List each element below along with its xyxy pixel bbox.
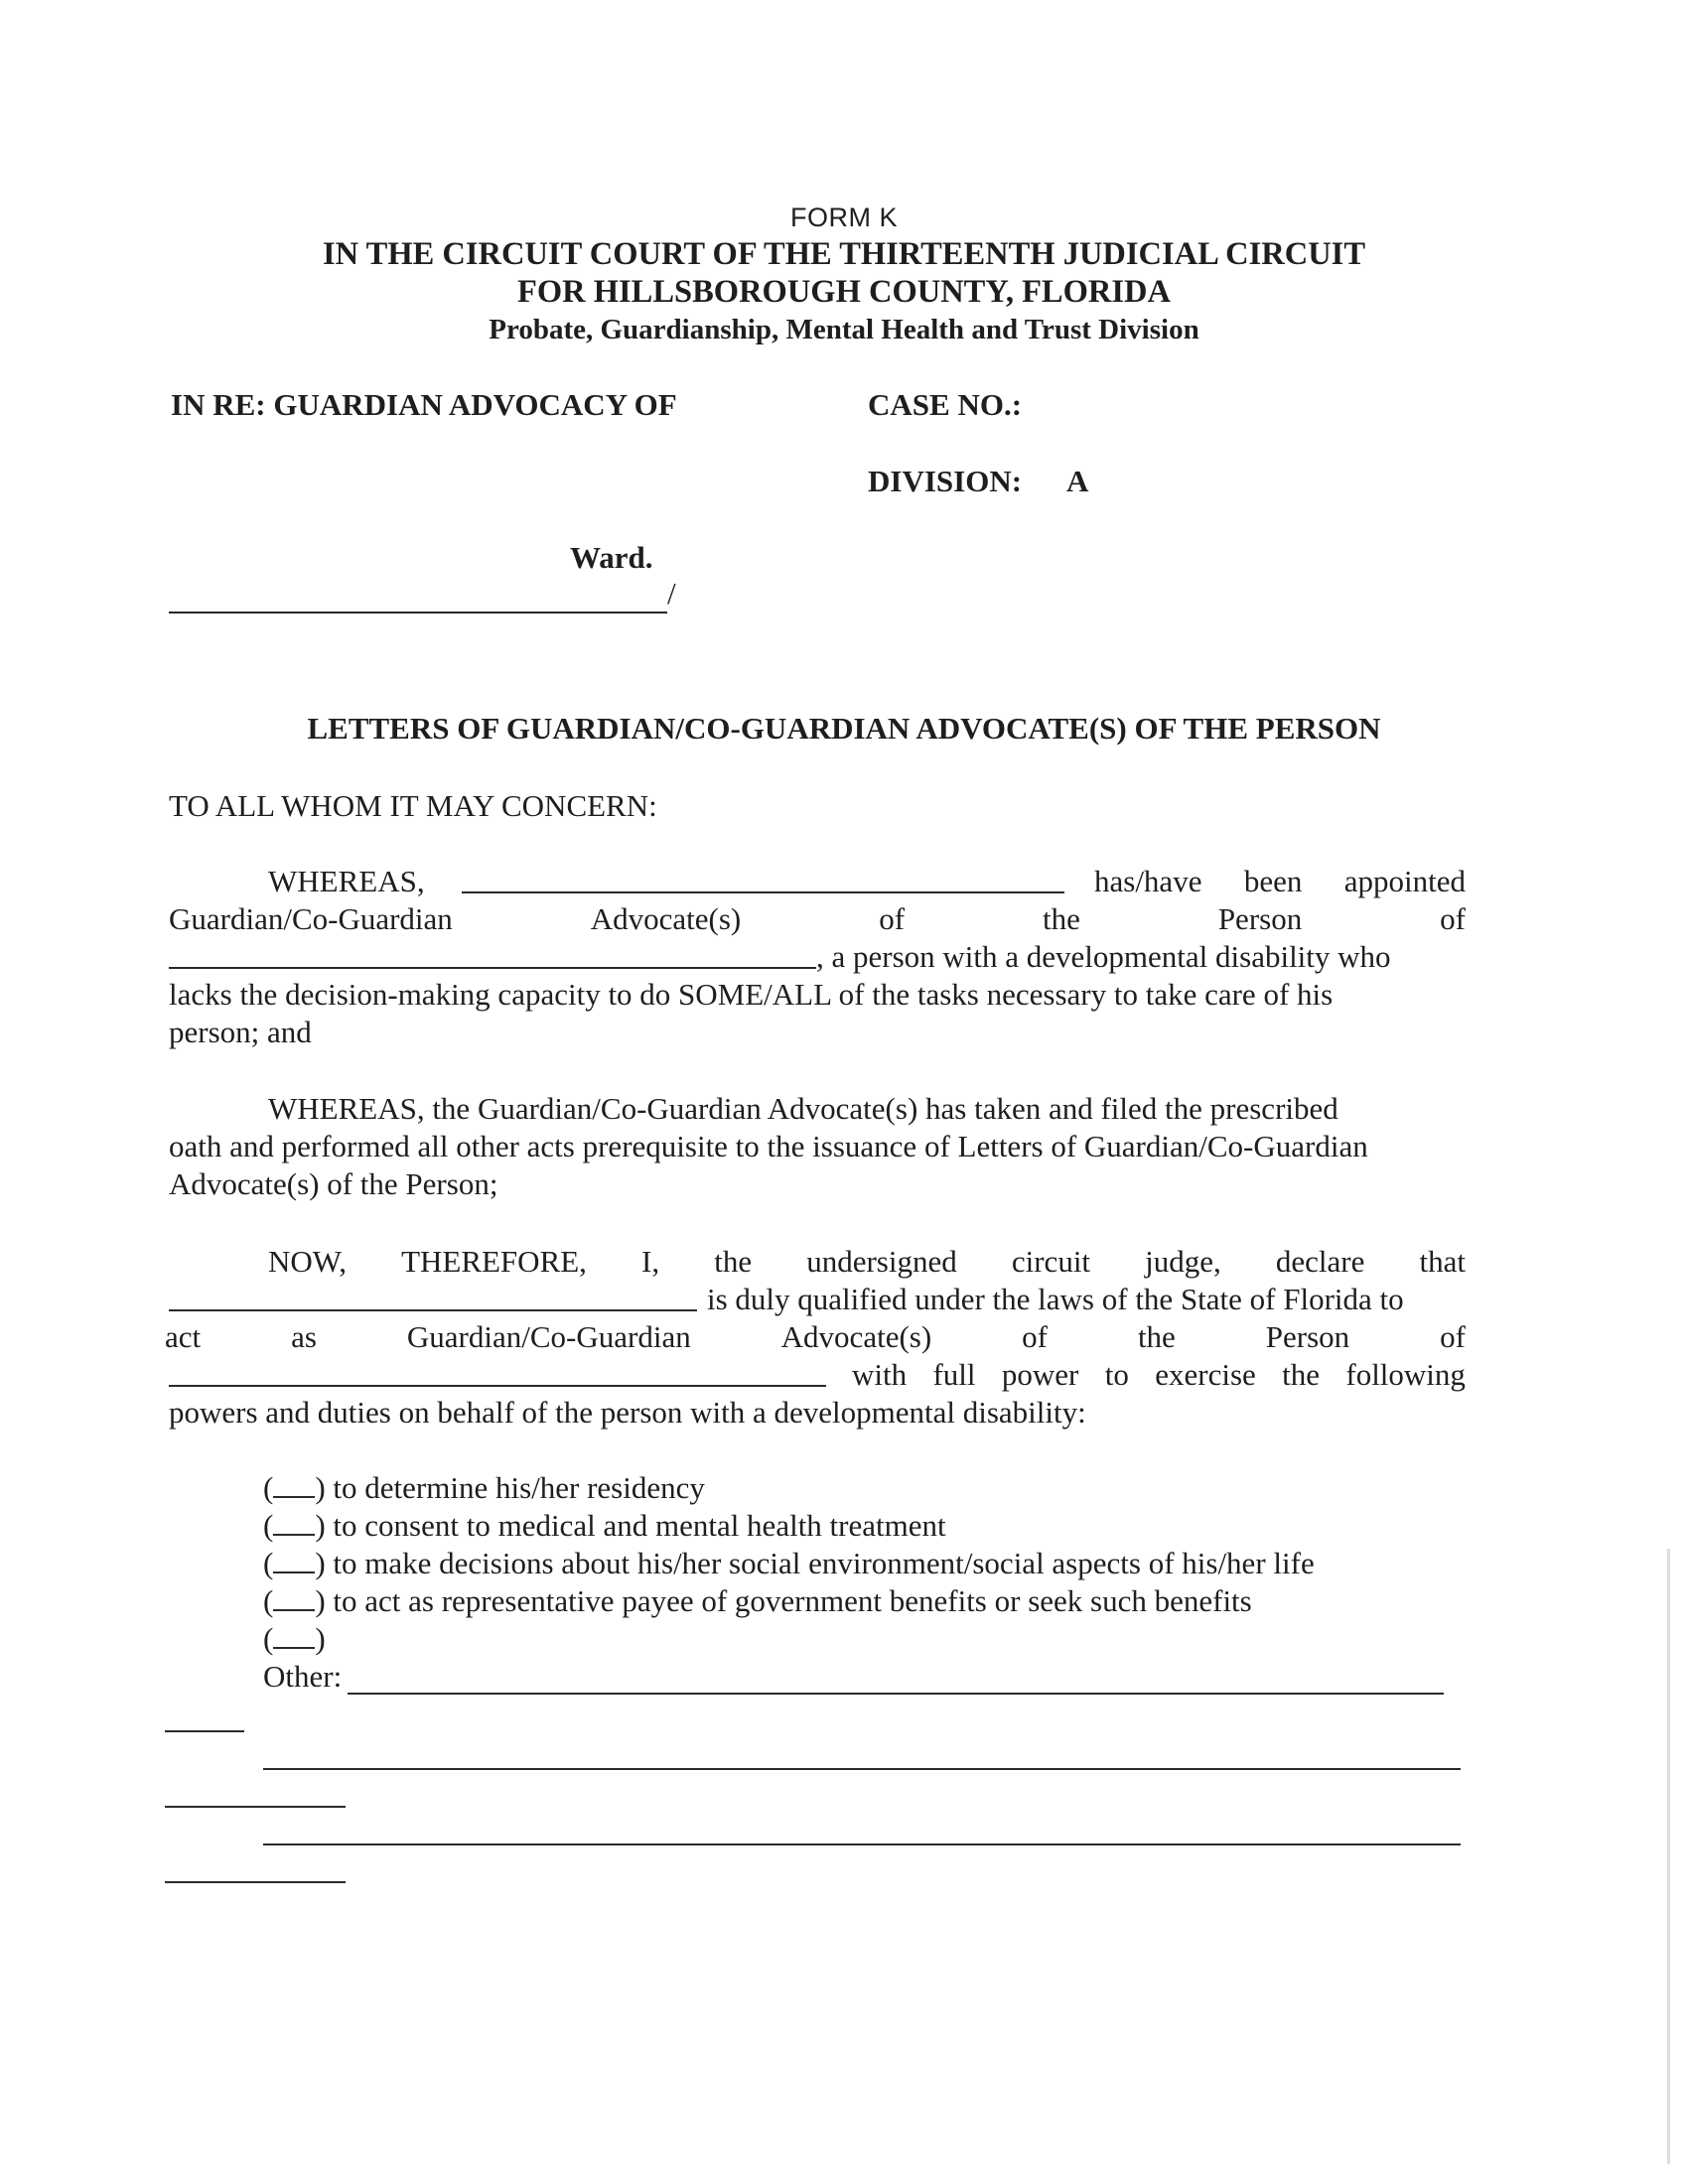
other-line-3[interactable] (263, 1843, 1461, 1845)
power-item-social[interactable]: ( ) to make decisions about his/her social environment/social aspects of his/her life (263, 1546, 1315, 1580)
guardian-name-line (462, 891, 1064, 893)
power-item-residency[interactable]: ( ) to determine his/her residency (263, 1470, 705, 1505)
p2-line3: Advocate(s) of the Person; (169, 1166, 498, 1201)
division-name-line: Probate, Guardianship, Mental Health and Trust Division (489, 314, 1199, 345)
ward-label: Ward. (570, 540, 653, 575)
p3-line3: act as Guardian/Co-Guardian Advocate(s) of the Person of (165, 1319, 1466, 1354)
salutation: TO ALL WHOM IT MAY CONCERN: (169, 788, 657, 823)
guardian-name-line-p3 (169, 1309, 697, 1311)
in-re-label: IN RE: GUARDIAN ADVOCACY OF (171, 387, 677, 422)
power-item-benefits[interactable]: ( ) to act as representative payee of government benefits or seek such benefits (263, 1583, 1252, 1618)
p3-line2-tail: is duly qualified under the laws of the State of Florida to (707, 1282, 1404, 1316)
scan-edge-artifact (1667, 1549, 1670, 2164)
left-short-line-1 (165, 1730, 244, 1732)
p3-line5: powers and duties on behalf of the person with a developmental disability: (169, 1395, 1086, 1430)
other-line-2[interactable] (263, 1768, 1461, 1770)
power-item-medical[interactable]: ( ) to consent to medical and mental health treatment (263, 1508, 946, 1543)
division-label: DIVISION: (868, 464, 1023, 498)
case-number-label: CASE NO.: (868, 387, 1023, 422)
left-short-line-2 (165, 1806, 346, 1808)
document-title: LETTERS OF GUARDIAN/CO-GUARDIAN ADVOCATE(S) OF THE PERSON (307, 711, 1381, 746)
p2-line2: oath and performed all other acts prerequisite to the issuance of Letters of Guardian/Co-Guardian (169, 1129, 1368, 1163)
p1-whereas: WHEREAS, (268, 864, 425, 898)
p3-line4-tail: with full power to exercise the following (852, 1357, 1466, 1392)
p1-line2: Guardian/Co-Guardian Advocate(s) of the Person of (169, 901, 1466, 936)
power-item-other-checkbox[interactable]: ( ) (263, 1621, 326, 1656)
form-label: FORM K (790, 203, 898, 232)
p2-line1: WHEREAS, the Guardian/Co-Guardian Advocate(s) has taken and filed the prescribed (268, 1091, 1338, 1126)
county-line: FOR HILLSBOROUGH COUNTY, FLORIDA (517, 274, 1171, 310)
ward-name-line-p1 (169, 967, 816, 969)
p3-line1: NOW, THEREFORE, I, the undersigned circuit judge, declare that (268, 1244, 1466, 1279)
p1-line3-tail: , a person with a developmental disability who (816, 939, 1391, 974)
left-short-line-3 (165, 1881, 346, 1883)
ward-name-line (169, 612, 667, 614)
other-line-1[interactable] (348, 1693, 1444, 1695)
court-name-line: IN THE CIRCUIT COURT OF THE THIRTEENTH JUDICIAL CIRCUIT (322, 236, 1365, 272)
division-value: A (1066, 464, 1089, 498)
p1-line1-tail: has/have been appointed (1094, 864, 1466, 898)
p1-line5: person; and (169, 1015, 312, 1049)
p1-line4: lacks the decision-making capacity to do SOME/ALL of the tasks necessary to take care of his (169, 977, 1334, 1012)
other-label: Other: (263, 1659, 343, 1694)
caption-slash: / (667, 576, 676, 611)
ward-name-line-p3 (169, 1385, 826, 1387)
